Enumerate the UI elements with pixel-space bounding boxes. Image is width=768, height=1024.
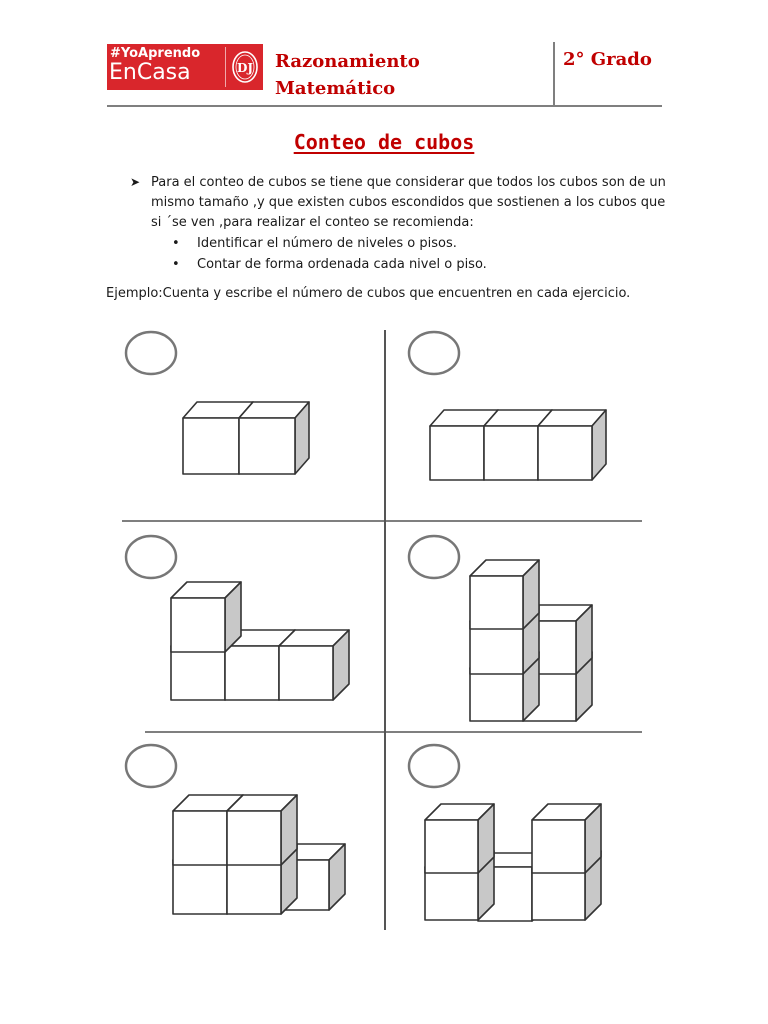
list-item: • Identificar el número de niveles o pisos. (172, 233, 487, 254)
answer-circle-2 (409, 332, 459, 374)
cube-front-face-23 (425, 820, 478, 873)
cube-front-face-8 (279, 646, 333, 700)
cube-front-face-9 (171, 598, 225, 652)
cube-front-face-5 (538, 426, 592, 480)
cube-front-face-3 (430, 426, 484, 480)
answer-circle-5 (126, 745, 176, 787)
subject-title-line2: Matemático (275, 78, 396, 99)
cube-front-face-2 (239, 418, 295, 474)
cube-front-face-1 (183, 418, 239, 474)
subject-title-line1: Razonamiento (275, 51, 420, 72)
cube-front-face-19 (227, 811, 281, 865)
cube-front-face-6 (171, 646, 225, 700)
page-title: Conteo de cubos (293, 130, 475, 154)
cube-front-face-16 (173, 860, 227, 914)
logo-text-top: #YoAprendo (110, 46, 201, 61)
logo-text-bottom: EnCasa (109, 60, 191, 85)
list-item: • Contar de forma ordenada cada nivel o piso. (172, 254, 487, 275)
answer-circle-1 (126, 332, 176, 374)
answer-circle-6 (409, 745, 459, 787)
cube-front-face-22 (532, 867, 585, 920)
cube-front-face-7 (225, 646, 279, 700)
arrow-bullet-icon: ➤ (130, 175, 141, 189)
cube-front-face-4 (484, 426, 538, 480)
cube-front-face-14 (470, 576, 523, 629)
cube-front-face-21 (425, 867, 478, 920)
answer-circle-3 (126, 536, 176, 578)
seal-initials: DJ (236, 61, 254, 75)
cube-front-face-17 (227, 860, 281, 914)
cube-front-face-18 (173, 811, 227, 865)
example-instruction: Ejemplo:Cuenta y escribe el número de cubos que encuentren en cada ejercicio. (106, 286, 631, 301)
intro-paragraph: Para el conteo de cubos se tiene que considerar que todos los cubos son de un mismo tamaño ,y que existen cubos escondidos que sostienen a los cubos que si ´se ven ,para realizar el conteo se recomienda: (151, 175, 666, 230)
cube-front-face-12 (470, 668, 523, 721)
answer-circle-4 (409, 536, 459, 578)
grade-label: 2° Grado (563, 49, 652, 70)
cube-front-face-24 (532, 820, 585, 873)
